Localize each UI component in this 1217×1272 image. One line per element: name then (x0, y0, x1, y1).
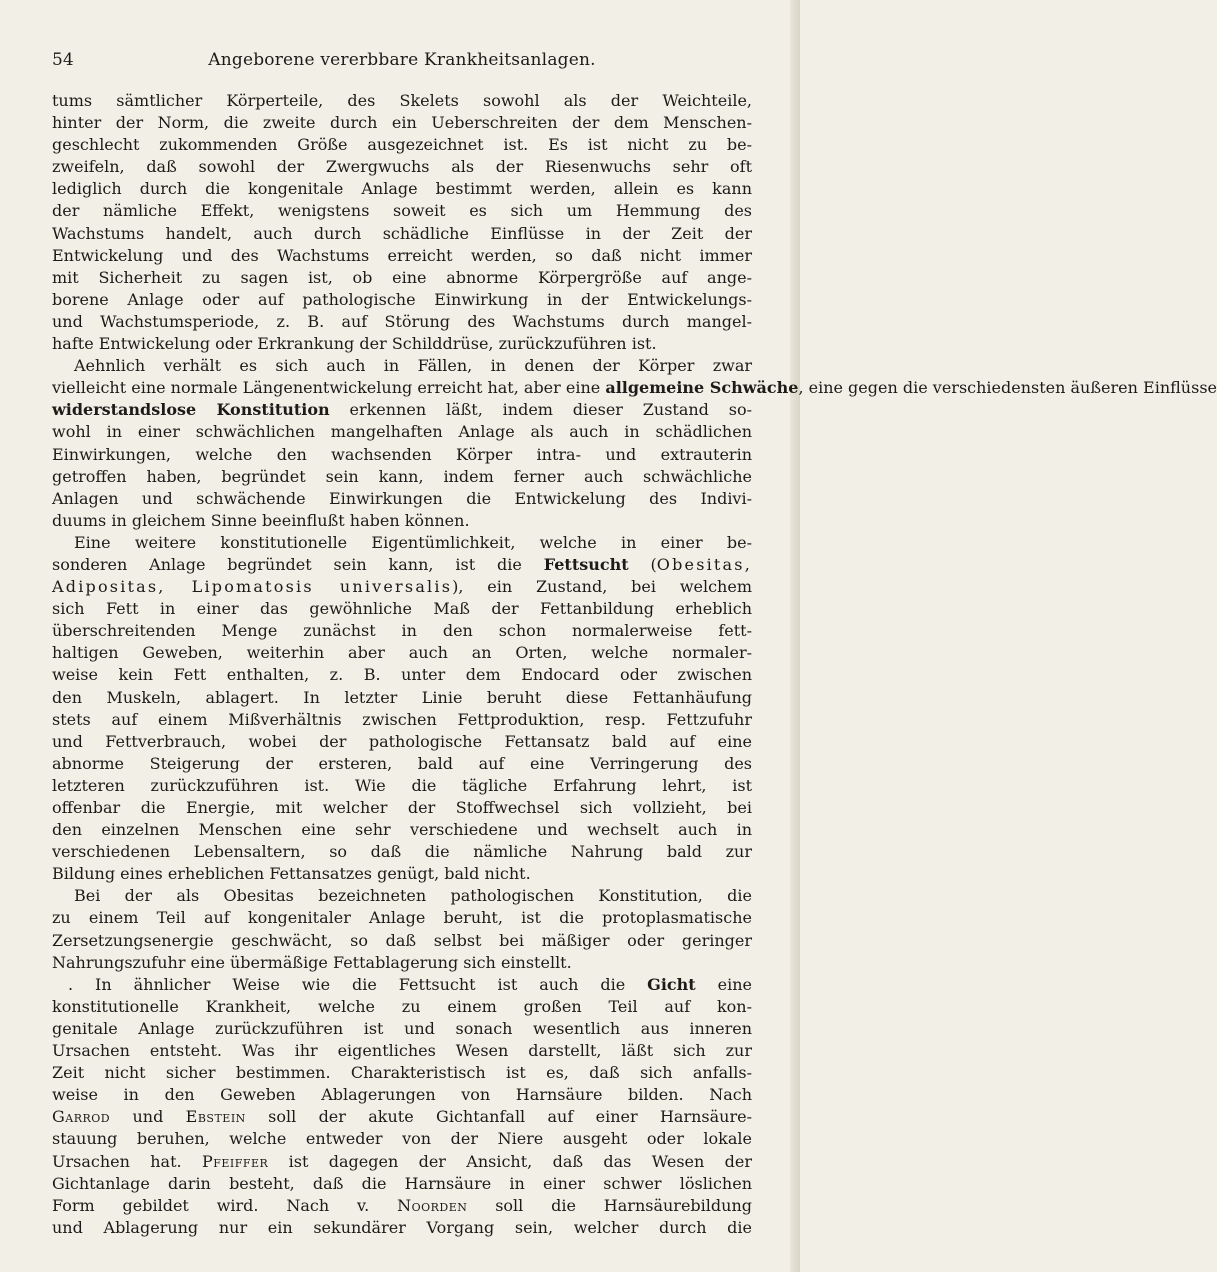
text-run: . In ähnlicher Weise wie die Fettsucht ist auch die (68, 974, 648, 994)
text-line: und Fettverbrauch, wobei der pathologische Fettansatz bald auf eine (52, 731, 752, 751)
text-run: vielleicht eine normale Längenentwickelung erreicht hat, aber eine (52, 378, 601, 398)
page-number: 54 (52, 50, 74, 70)
text-run: soll die Harnsäurebildung (467, 1195, 752, 1215)
author-noorden: Noorden (397, 1195, 468, 1215)
text-line: haltigen Geweben, weiterhin aber auch an Orten, welche normaler- (52, 643, 752, 663)
text-line: weise kein Fett enthalten, z. B. unter dem Endocard oder zwischen (52, 665, 752, 685)
text-line: geschlecht zukommenden Größe ausgezeichnet ist. Es ist nicht zu be- (52, 135, 752, 155)
text-line: und Ablagerung nur ein sekundärer Vorgang sein, welcher durch die (52, 1217, 752, 1237)
paragraph-start: Eine weitere konstitutionelle Eigentümlichkeit, welche in einer be- (74, 532, 752, 552)
term-adipositas: Adipositas, Lipomatosis universalis (52, 577, 453, 597)
text-line: abnorme Steigerung der ersteren, bald auf eine Verringerung des (52, 753, 752, 773)
text-run: , eine gegen die verschiedensten äußeren Einflüsse (798, 378, 1217, 398)
text-line: Bildung eines erheblichen Fettansatzes genügt, bald nicht. (52, 864, 531, 884)
emphasis-fettsucht: Fettsucht (543, 554, 629, 574)
text-line: weise in den Geweben Ablagerungen von Harnsäure bilden. Nach (52, 1085, 752, 1105)
text-line: Einwirkungen, welche den wachsenden Körper intra- und extrauterin (52, 444, 752, 464)
text-run: ist dagegen der Ansicht, daß das Wesen der (268, 1151, 752, 1171)
author-ebstein: Ebstein (185, 1107, 246, 1127)
text-line: borene Anlage oder auf pathologische Einwirkung in der Entwickelungs- (52, 289, 752, 309)
paragraph-start: Aehnlich verhält es sich auch in Fällen, in denen der Körper zwar (74, 356, 752, 376)
text-run: und (110, 1107, 186, 1127)
text-line: Zeit nicht sicher bestimmen. Charakteristisch ist es, daß sich anfalls- (52, 1063, 752, 1083)
text-line: der nämliche Effekt, wenigstens soweit es sich um Hemmung des (52, 201, 752, 221)
text-line: Gichtanlage darin besteht, daß die Harnsäure in einer schwer löslichen (52, 1173, 752, 1193)
text-line: konstitutionelle Krankheit, welche zu einem großen Teil auf kon- (52, 996, 752, 1016)
text-line (52, 1106, 752, 1128)
page-header (52, 50, 752, 80)
text-line: Ursachen entsteht. Was ihr eigentliches Wesen darstellt, läßt sich zur (52, 1041, 752, 1061)
text-line (52, 377, 1217, 399)
text-line (52, 399, 752, 421)
text-line: den einzelnen Menschen eine sehr verschiedene und wechselt auch in (52, 820, 752, 840)
text-line: stauung beruhen, welche entweder von der Niere ausgeht oder lokale (52, 1129, 752, 1149)
emphasis-gicht: Gicht (647, 974, 696, 994)
text-line: zu einem Teil auf kongenitaler Anlage beruht, ist die protoplasmatische (52, 908, 752, 928)
text-run: Form gebildet wird. Nach v. (52, 1195, 398, 1215)
text-line: Nahrungszufuhr eine übermäßige Fettablagerung sich einstellt. (52, 952, 572, 972)
running-title: Angeborene vererbbare Krankheitsanlagen. (208, 50, 596, 70)
text-line: stets auf einem Mißverhältnis zwischen Fettproduktion, resp. Fettzufuhr (52, 709, 752, 729)
page-edge-shadow (790, 0, 800, 1272)
text-line: sich Fett in einer das gewöhnliche Maß der Fettanbildung erheblich (52, 599, 752, 619)
text-line: Anlagen und schwächende Einwirkungen die Entwickelung des Indivi- (52, 488, 752, 508)
text-line: letzteren zurückzuführen ist. Wie die tägliche Erfahrung lehrt, ist (52, 775, 752, 795)
text-line: hinter der Norm, die zweite durch ein Ueberschreiten der dem Menschen- (52, 113, 752, 133)
term-obesitas: Obesitas, (656, 554, 752, 574)
text-line: zweifeln, daß sowohl der Zwergwuchs als der Riesenwuchs sehr oft (52, 157, 752, 177)
text-line (52, 1195, 752, 1217)
author-pfeiffer: Pfeiffer (201, 1151, 269, 1171)
text-run: sonderen Anlage begründet sein kann, ist die (52, 554, 544, 574)
author-garrod: Garrod (52, 1107, 111, 1127)
text-line (52, 1151, 752, 1173)
text-line: genitale Anlage zurückzuführen ist und sonach wesentlich aus inneren (52, 1018, 752, 1038)
text-run: Ursachen hat. (52, 1151, 202, 1171)
body-text (52, 90, 1217, 1239)
text-line (52, 554, 752, 576)
text-run: ), ein Zustand, bei welchem (452, 577, 753, 597)
paragraph-start (52, 974, 752, 996)
text-line: den Muskeln, ablagert. In letzter Linie beruht diese Fettanhäufung (52, 687, 752, 707)
text-line: überschreitenden Menge zunächst in den schon normalerweise fett- (52, 621, 752, 641)
text-line: hafte Entwickelung oder Erkrankung der Schilddrüse, zurückzuführen ist. (52, 334, 657, 354)
text-line: Wachstums handelt, auch durch schädliche Einflüsse in der Zeit der (52, 223, 752, 243)
text-line: offenbar die Energie, mit welcher der Stoffwechsel sich vollzieht, bei (52, 798, 752, 817)
text-line: wohl in einer schwächlichen mangelhaften Anlage als auch in schädlichen (52, 422, 752, 442)
text-run: eine (695, 974, 753, 994)
text-line (52, 576, 752, 598)
text-line: Entwickelung und des Wachstums erreicht werden, so daß nicht immer (52, 245, 752, 265)
text-line: Zersetzungsenergie geschwächt, so daß selbst bei mäßiger oder geringer (52, 930, 752, 950)
text-line: verschiedenen Lebensaltern, so daß die nämliche Nahrung bald zur (52, 842, 752, 862)
paragraph-start: Bei der als Obesitas bezeichneten pathologischen Konstitution, die (74, 886, 752, 906)
text-line: getroffen haben, begründet sein kann, indem ferner auch schwächliche (52, 466, 752, 486)
emphasis-widerstandslose-konstitution: widerstandslose Konstitution (52, 400, 330, 420)
text-line: mit Sicherheit zu sagen ist, ob eine abnorme Körpergröße auf ange- (52, 267, 752, 287)
text-line: tums sämtlicher Körperteile, des Skelets sowohl als der Weichteile, (52, 91, 752, 110)
text-line: lediglich durch die kongenitale Anlage bestimmt werden, allein es kann (52, 179, 752, 199)
text-run: soll der akute Gichtanfall auf einer Harnsäure- (245, 1107, 752, 1127)
text-line: und Wachstumsperiode, z. B. auf Störung des Wachstums durch mangel- (52, 311, 752, 331)
text-run: ( (628, 554, 657, 574)
text-run: erkennen läßt, indem dieser Zustand so- (329, 400, 752, 420)
text-line: duums in gleichem Sinne beeinflußt haben können. (52, 510, 470, 530)
emphasis-allgemeine-schwaeche: allgemeine Schwäche (605, 378, 799, 398)
